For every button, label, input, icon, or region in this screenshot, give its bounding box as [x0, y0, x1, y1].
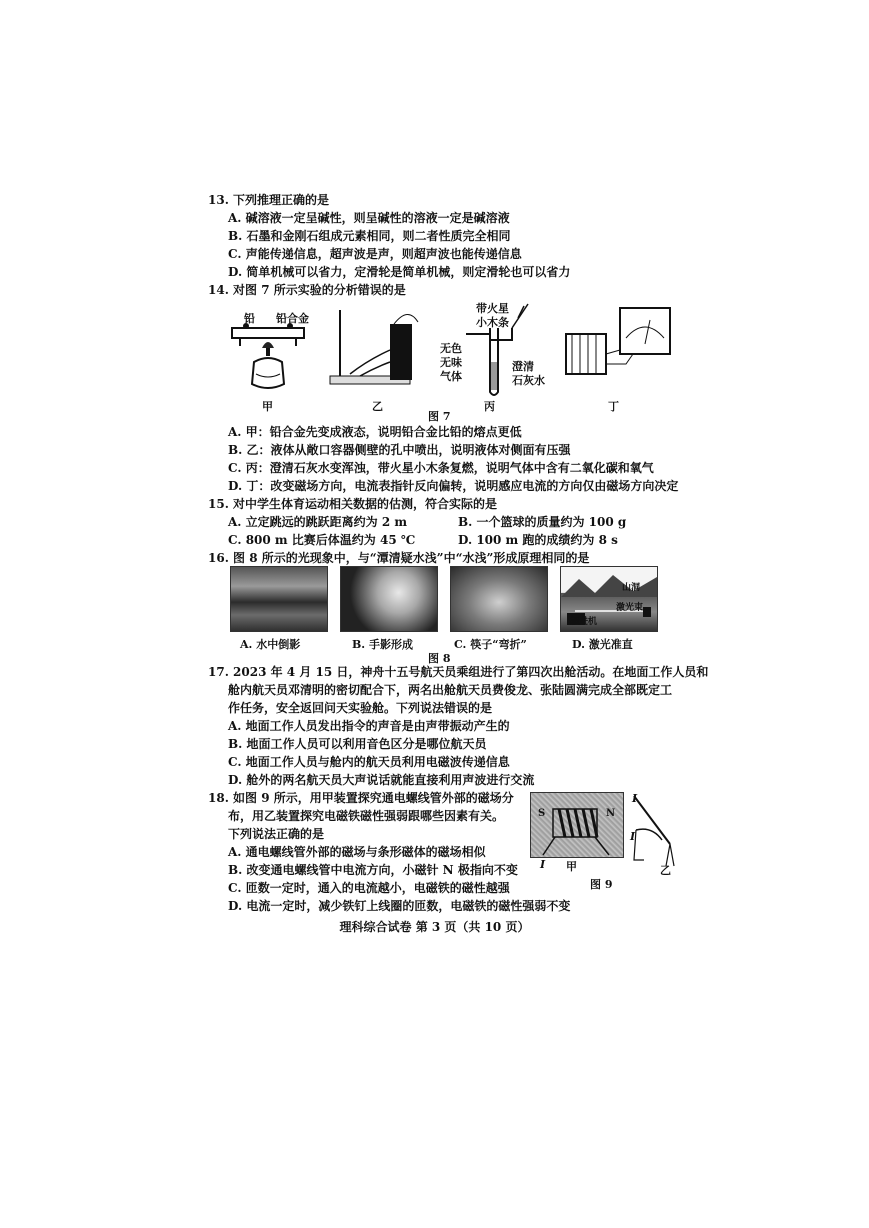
q17-stem-line-1: 17. 2023 年 4 月 15 日，神舟十五号航天员乘组进行了第四次出舱活动。在地面工作人员和 — [208, 665, 709, 679]
figure-8-caption: 图 8 — [428, 652, 451, 665]
figure-8-photo-hand-shadow — [340, 566, 438, 632]
figure-8-label-tunnel-borer: 掘进机 — [570, 617, 598, 627]
q17-stem-line-3: 作任务，安全返回问天实验舱。下列说法错误的是 — [228, 701, 493, 715]
figure-7-label-splint-1: 带火星 — [476, 302, 509, 315]
q14-option-b: B. 乙：液体从敞口容器侧壁的孔中喷出，说明液体对侧面有压强 — [228, 443, 571, 457]
figure-7-label-gas-3: 气体 — [440, 370, 462, 383]
q17-option-b: B. 地面工作人员可以利用音色区分是哪位航天员 — [228, 737, 487, 751]
figure-7-sub-bing: 丙 — [484, 400, 495, 413]
q14-stem: 14. 对图 7 所示实验的分析错误的是 — [208, 283, 406, 297]
q17-stem-line-2: 舱内航天员邓清明的密切配合下，两名出舱航天员费俊龙、张陆圆满完成全部既定工 — [228, 683, 673, 697]
figure-8-label-cave: 山洞 — [622, 583, 641, 593]
q13-option-c: C. 声能传递信息，超声波是声，则超声波也能传递信息 — [228, 247, 522, 261]
figure-7-label-gas-1: 无色 — [440, 342, 462, 355]
figure-8-label-laser-beam: 激光束 — [616, 603, 644, 613]
figure-9-sub-yi: 乙 — [660, 864, 671, 877]
q15-option-d: D. 100 m 跑的成绩约为 8 s — [458, 533, 618, 547]
figure-7-label-limewater-1: 澄清 — [512, 360, 534, 373]
q15-stem: 15. 对中学生体育运动相关数据的估测，符合实际的是 — [208, 497, 498, 511]
figure-8-sub-d: D. 激光准直 — [572, 638, 633, 651]
q18-option-c: C. 匝数一定时，通入的电流越小，电磁铁的磁性越强 — [228, 881, 510, 895]
figure-9-solenoid-drawing — [531, 793, 623, 857]
figure-9-jia-photo — [530, 792, 624, 858]
q13-option-a: A. 碱溶液一定呈碱性，则呈碱性的溶液一定是碱溶液 — [228, 211, 510, 225]
figure-9-sub-jia: 甲 — [566, 860, 577, 873]
figure-8-sub-b: B. 手影形成 — [352, 638, 413, 651]
figure-9-label-current-jia: I — [540, 858, 546, 871]
figure-9-label-s: S — [538, 808, 546, 819]
q14-option-c: C. 丙：澄清石灰水变浑浊，带火星小木条复燃，说明气体中含有二氧化碳和氧气 — [228, 461, 654, 475]
q17-option-c: C. 地面工作人员与舱内的航天员利用电磁波传递信息 — [228, 755, 510, 769]
q17-option-d: D. 舱外的两名航天员大声说话就能直接利用声波进行交流 — [228, 773, 535, 787]
figure-9-label-n: N — [606, 808, 616, 819]
figure-8-photo-chopsticks — [450, 566, 548, 632]
q18-stem-line-3: 下列说法正确的是 — [228, 827, 325, 841]
figure-7-label-gas-2: 无味 — [440, 356, 462, 369]
q18-stem-line-2: 布，用乙装置探究电磁铁磁性强弱跟哪些因素有关。 — [228, 809, 505, 823]
q14-option-a: A. 甲：铅合金先变成液态，说明铅合金比铅的熔点更低 — [228, 425, 522, 439]
figure-7-label-limewater-2: 石灰水 — [512, 374, 545, 387]
page-footer: 理科综合试卷 第 3 页（共 10 页） — [339, 920, 530, 934]
q18-option-b: B. 改变通电螺线管中电流方向，小磁针 N 极指向不变 — [228, 863, 518, 877]
figure-9-label-current-side: I — [630, 830, 636, 843]
figure-7-label-lead: 铅 — [244, 312, 255, 325]
figure-7-sub-yi: 乙 — [372, 400, 383, 413]
figure-8-photo-reflection — [230, 566, 328, 632]
figure-8-sub-a: A. 水中倒影 — [240, 638, 301, 651]
q17-option-a: A. 地面工作人员发出指令的声音是由声带振动产生的 — [228, 719, 510, 733]
q18-option-a: A. 通电螺线管外部的磁场与条形磁体的磁场相似 — [228, 845, 486, 859]
q14-option-d: D. 丁：改变磁场方向，电流表指针反向偏转，说明感应电流的方向仅由磁场方向决定 — [228, 479, 679, 493]
figure-9-caption: 图 9 — [590, 878, 613, 891]
figure-9-label-current-top: I — [632, 792, 638, 805]
figure-7-yi-apparatus — [330, 310, 418, 384]
figure-7-sub-ding: 丁 — [608, 400, 619, 413]
figure-7-jia-apparatus — [232, 323, 304, 388]
figure-7-caption: 图 7 — [428, 410, 451, 423]
q18-stem-line-1: 18. 如图 9 所示，用甲装置探究通电螺线管外部的磁场分 — [208, 791, 514, 805]
q18-option-d: D. 电流一定时，减少铁钉上线圈的匝数，电磁铁的磁性强弱不变 — [228, 899, 571, 913]
figure-7-label-lead-alloy: 铅合金 — [276, 312, 309, 325]
q16-stem: 16. 图 8 所示的光现象中，与“潭清疑水浅”中“水浅”形成原理相同的是 — [208, 551, 590, 565]
q13-stem: 13. 下列推理正确的是 — [208, 193, 330, 207]
figure-7-sub-jia: 甲 — [262, 400, 273, 413]
q15-option-a: A. 立定跳远的跳跃距离约为 2 m — [228, 515, 408, 529]
q15-option-c: C. 800 m 比赛后体温约为 45 ℃ — [228, 533, 416, 547]
q13-option-b: B. 石墨和金刚石组成元素相同，则二者性质完全相同 — [228, 229, 511, 243]
figure-7-ding-apparatus — [566, 308, 670, 374]
q15-option-b: B. 一个篮球的质量约为 100 g — [458, 515, 627, 529]
figure-8-sub-c: C. 筷子“弯折” — [454, 638, 527, 651]
figure-7-label-splint-2: 小木条 — [476, 316, 509, 329]
q13-option-d: D. 简单机械可以省力，定滑轮是简单机械，则定滑轮也可以省力 — [228, 265, 571, 279]
